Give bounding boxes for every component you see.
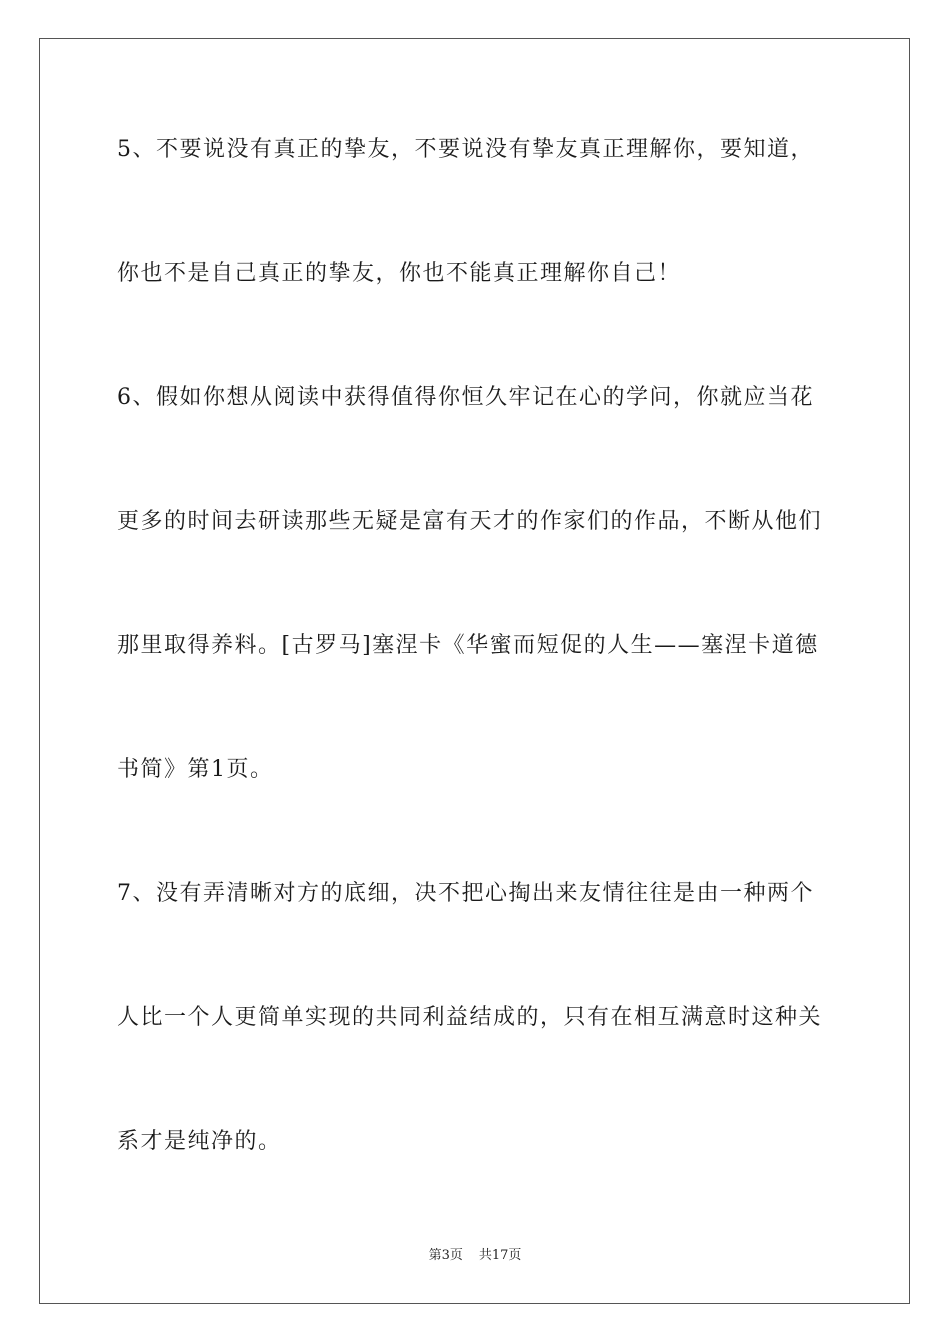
- text-line: 书简》第1页。: [117, 757, 274, 782]
- text-line: 6、假如你想从阅读中获得值得你恒久牢记在心的学问，你就应当花: [117, 385, 814, 410]
- text-line: 更多的时间去研读那些无疑是富有天才的作家们的作品，不断从他们: [117, 509, 823, 534]
- text-line: 你也不是自己真正的挚友，你也不能真正理解你自己！: [117, 261, 682, 286]
- total-pages: 共17页: [478, 1248, 522, 1263]
- text-line: 5、不要说没有真正的挚友，不要说没有挚友真正理解你，要知道，: [117, 137, 814, 162]
- text-line: 那里取得养料。[古罗马]塞涅卡《华蜜而短促的人生——塞涅卡道德: [117, 633, 819, 658]
- text-line: 系才是纯净的。: [117, 1129, 282, 1154]
- page-footer: [0, 1247, 950, 1265]
- text-line: 人比一个人更简单实现的共同利益结成的，只有在相互满意时这种关: [117, 1005, 823, 1030]
- page-frame: [39, 38, 910, 1304]
- page-number: 第3页: [428, 1248, 463, 1263]
- text-line: 7、没有弄清晰对方的底细，决不把心掏出来友情往往是由一种两个: [117, 881, 814, 906]
